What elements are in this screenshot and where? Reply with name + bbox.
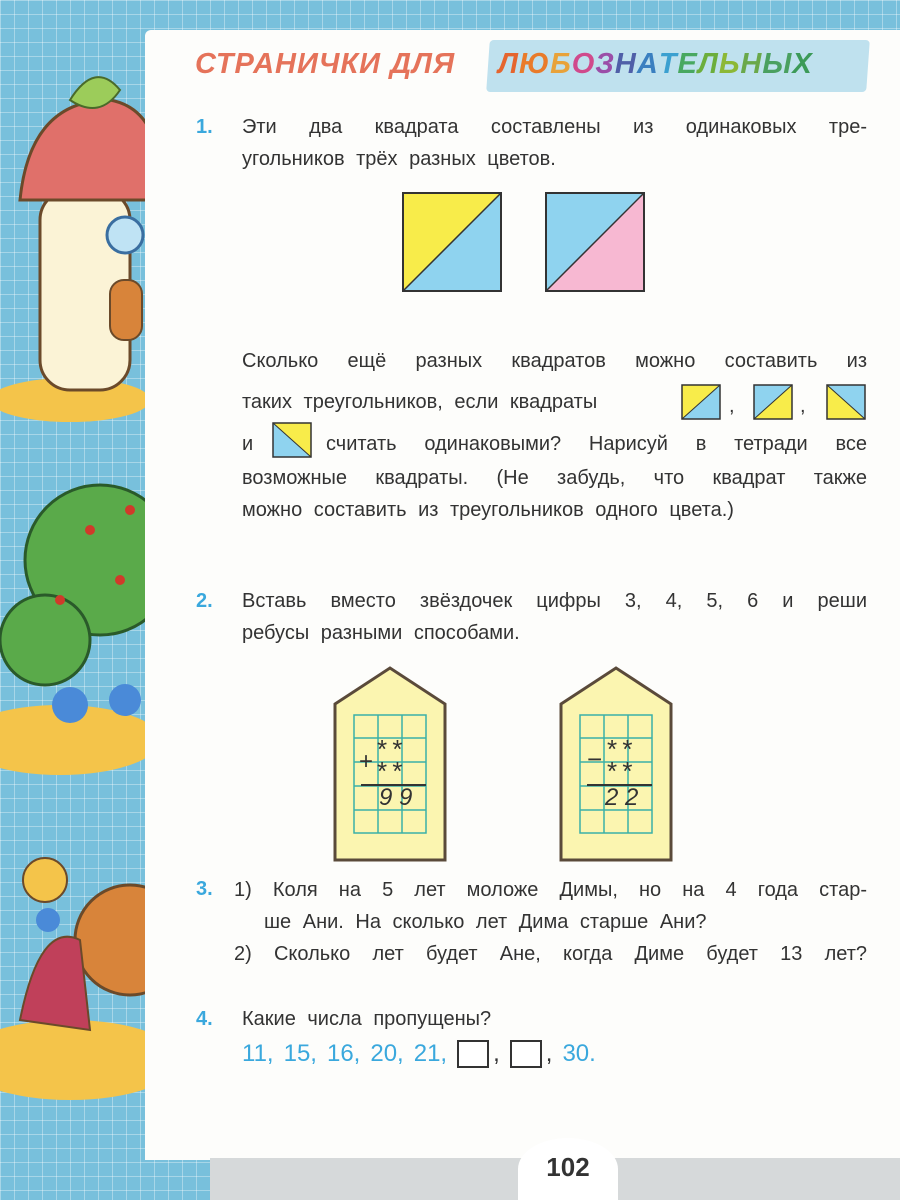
snail-illustration [0, 858, 160, 1100]
difference-result: 2 2 [605, 784, 639, 811]
title-letter: О [571, 48, 596, 80]
comma: , [729, 395, 735, 417]
square-yellow-blue [402, 192, 504, 292]
task-text [234, 874, 867, 970]
sequence-number: 16, [326, 1040, 361, 1067]
title-letter: Т [658, 48, 678, 80]
task-text [242, 111, 867, 175]
title-letter: Н [614, 48, 637, 80]
title-letter: Ы [762, 48, 793, 80]
title-letter: А [636, 48, 659, 80]
sum-result: 9 9 [379, 784, 413, 811]
mini-square-blue-top-right [826, 384, 866, 420]
square-blue-pink [545, 192, 647, 292]
mini-square-blue-top-left [753, 384, 793, 420]
sequence-number: 21, [413, 1040, 448, 1067]
page-number: 102 [518, 1138, 618, 1200]
text-line: Эти два квадрата составлены из одинаковых тре- [242, 116, 867, 138]
task-number: 4. [196, 1008, 213, 1030]
text-line: Какие числа пропущены? [242, 1008, 492, 1030]
task-question-cont [242, 462, 867, 526]
section-title-left: СТРАНИЧКИ ДЛЯ [195, 48, 456, 80]
text-line: 2) Сколько лет будет Ане, когда Диме будет 13 лет? [234, 943, 867, 965]
text-line: угольников трёх разных цветов. [242, 148, 556, 170]
title-letter: Ю [518, 48, 551, 80]
text-line: и [242, 433, 254, 455]
task-number: 3. [196, 878, 213, 900]
title-letter: Х [792, 48, 813, 80]
title-letter: Л [697, 48, 719, 80]
minus-sign: − [587, 744, 603, 774]
addend-1: * * [377, 734, 402, 764]
number-sequence [242, 1040, 596, 1068]
sequence-number: 11, [242, 1040, 274, 1067]
mushroom-house-illustration [0, 77, 160, 422]
title-letter: Ь [718, 48, 741, 80]
comma: , [493, 1040, 500, 1067]
subtrahend: * * [607, 756, 632, 786]
title-letter: Н [740, 48, 763, 80]
text-line: 1) Коля на 5 лет моложе Димы, но на 4 года стар- [234, 879, 867, 901]
section-title-right [498, 48, 813, 81]
title-letter: Б [550, 48, 572, 80]
decorative-illustration [0, 40, 160, 1140]
comma: , [545, 1040, 553, 1067]
addend-2: * * [377, 756, 402, 786]
task-number: 1. [196, 116, 213, 138]
sequence-number: 15, [283, 1040, 317, 1067]
task-text [242, 585, 867, 649]
missing-number-box[interactable] [457, 1040, 489, 1068]
task-number: 2. [196, 590, 213, 612]
title-letter: З [595, 48, 615, 80]
plus-sign: + [359, 748, 374, 775]
task-question [242, 345, 867, 377]
title-letter: Л [498, 48, 519, 80]
text-line: Вставь вместо звёздочек цифры 3, 4, 5, 6 и реши [242, 590, 867, 612]
sequence-number: 30. [562, 1040, 596, 1067]
mini-square-yellow-top-right [272, 422, 312, 458]
text-line: Сколько ещё разных квадратов можно составить из [242, 350, 867, 372]
tree-illustration [0, 485, 160, 775]
text-line: таких треугольников, если квадраты [242, 391, 598, 413]
text-line: возможные квадраты. (Не забудь, что квадрат также [242, 467, 867, 489]
minuend: * * [607, 734, 632, 764]
title-letter: Е [677, 48, 698, 80]
sequence-number: 20, [370, 1040, 404, 1067]
text-line: ребусы разными способами. [242, 622, 520, 644]
comma: , [800, 395, 806, 417]
mini-square-yellow-top-left [681, 384, 721, 420]
text-line: можно составить из треугольников одного цвета.) [242, 499, 734, 521]
text-line: считать одинаковыми? Нарисуй в тетради все [326, 433, 867, 455]
text-line: ше Ани. На сколько лет Дима старше Ани? [264, 911, 707, 933]
missing-number-box[interactable] [510, 1040, 542, 1068]
